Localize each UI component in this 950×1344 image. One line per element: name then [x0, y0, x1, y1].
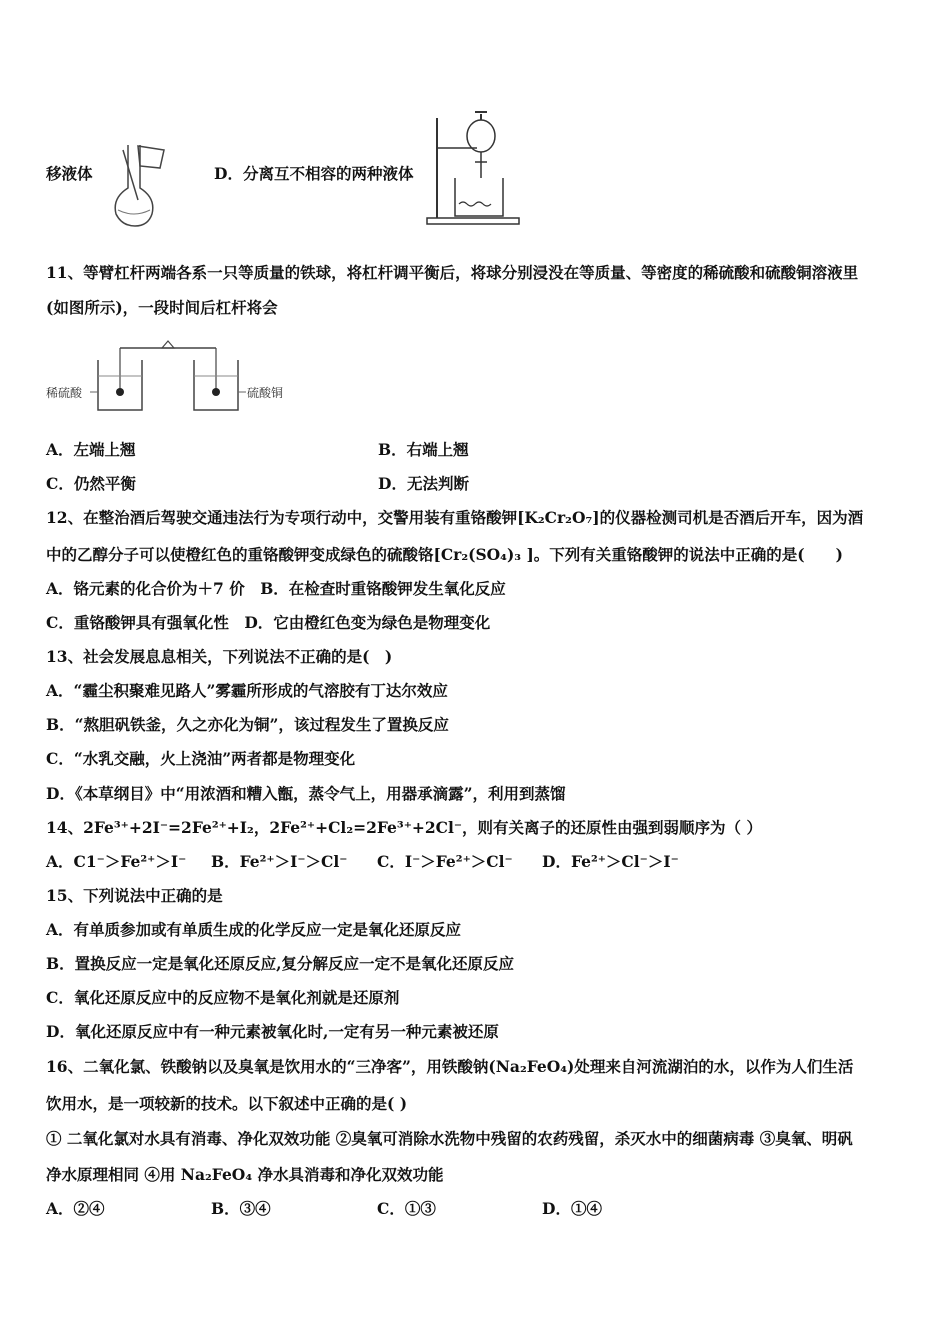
- q12-stem-line2: 中的乙醇分子可以使橙红色的重铬酸钾变成绿色的硫酸铬[Cr₂(SO₄)₃ ]。下列有关重铬酸钾的说法中正确的是( ): [46, 545, 843, 564]
- q16-stem-line1: 16、二氧化氯、铁酸钠以及臭氧是饮用水的“三净客”，用铁酸钠(Na₂FeO₄)处理来自河流湖泊的水，以作为人们生活: [46, 1057, 854, 1076]
- q14-stem: 14、2Fe³⁺+2I⁻=2Fe²⁺+I₂，2Fe²⁺+Cl₂=2Fe³⁺+2Cl⁻，则有关离子的还原性由强到弱顺序为（ ）: [46, 818, 762, 837]
- q16-stem-line2: 饮用水，是一项较新的技术。以下叙述中正确的是( ): [46, 1094, 408, 1113]
- volumetric-flask-figure: [108, 140, 170, 230]
- q16-stem-line3: ① 二氧化氯对水具有消毒、净化双效功能 ②臭氧可消除水洗物中残留的农药残留，杀灭水中的细菌病毒 ③臭氧、明矾: [46, 1129, 853, 1148]
- q11-option-d: D．无法判断: [378, 474, 469, 493]
- q11-stem-line1: 11、等臂杠杆两端各系一只等质量的铁球，将杠杆调平衡后，将球分别浸没在等质量、等密度的稀硫酸和硫酸铜溶液里: [46, 263, 859, 282]
- q16-option-d: D．①④: [542, 1199, 602, 1218]
- q13-option-c: C．“水乳交融，火上浇油”两者都是物理变化: [46, 749, 356, 768]
- q16-option-c: C．①③: [377, 1199, 436, 1218]
- q16-option-a: A．②④: [46, 1199, 105, 1218]
- q11-option-a: A．左端上翘: [46, 440, 136, 459]
- q15-option-c: C．氧化还原反应中的反应物不是氧化剂就是还原剂: [46, 988, 400, 1007]
- lever-beaker-figure: [46, 340, 296, 418]
- q15-option-b: B．置换反应一定是氧化还原反应,复分解反应一定不是氧化还原反应: [46, 954, 514, 973]
- q14-option-c: C．I⁻＞Fe²⁺＞Cl⁻: [377, 852, 513, 871]
- q11-stem-line2: (如图所示)，一段时间后杠杆将会: [46, 298, 278, 317]
- q13-stem: 13、社会发展息息相关，下列说法不正确的是( ): [46, 647, 393, 666]
- q14-option-d: D．Fe²⁺＞Cl⁻＞I⁻: [542, 852, 679, 871]
- option-d-top: D．分离互不相容的两种液体: [214, 164, 414, 183]
- q15-stem: 15、下列说法中正确的是: [46, 886, 223, 905]
- q11-option-c: C．仍然平衡: [46, 474, 136, 493]
- q13-option-d: D．《本草纲目》中“用浓酒和糟入甑，蒸令气上，用器承滴露”，利用到蒸馏: [46, 784, 566, 803]
- q13-option-a: A．“霾尘积聚难见路人”雾霾所形成的气溶胶有丁达尔效应: [46, 681, 448, 700]
- q14-option-b: B．Fe²⁺＞I⁻＞Cl⁻: [211, 852, 348, 871]
- q15-option-d: D．氧化还原反应中有一种元素被氧化时,一定有另一种元素被还原: [46, 1022, 499, 1041]
- q11-option-b: B．右端上翘: [378, 440, 469, 459]
- figure-label-dilute-sulfuric: 稀硫酸: [46, 386, 83, 400]
- q12-options-ab: A．铬元素的化合价为＋7 价 B．在检查时重铬酸钾发生氧化反应: [46, 579, 506, 598]
- separatory-funnel-figure: [425, 106, 525, 226]
- q15-option-a: A．有单质参加或有单质生成的化学反应一定是氧化还原反应: [46, 920, 462, 939]
- q13-option-b: B．“熬胆矾铁釜，久之亦化为铜”，该过程发生了置换反应: [46, 715, 449, 734]
- q12-options-cd: C．重铬酸钾具有强氧化性 D．它由橙红色变为绿色是物理变化: [46, 613, 491, 632]
- prev-option-text: 移液体: [46, 164, 93, 183]
- figure-label-copper-sulfate: 硫酸铜: [247, 386, 284, 400]
- q16-option-b: B．③④: [211, 1199, 271, 1218]
- q14-option-a: A．C1⁻＞Fe²⁺＞I⁻: [46, 852, 187, 871]
- q16-stem-line4: 净水原理相同 ④用 Na₂FeO₄ 净水具消毒和净化双效功能: [46, 1165, 444, 1184]
- q12-stem-line1: 12、在整治酒后驾驶交通违法行为专项行动中，交警用装有重铬酸钾[K₂Cr₂O₇]的仪器检测司机是否酒后开车，因为酒: [46, 508, 864, 527]
